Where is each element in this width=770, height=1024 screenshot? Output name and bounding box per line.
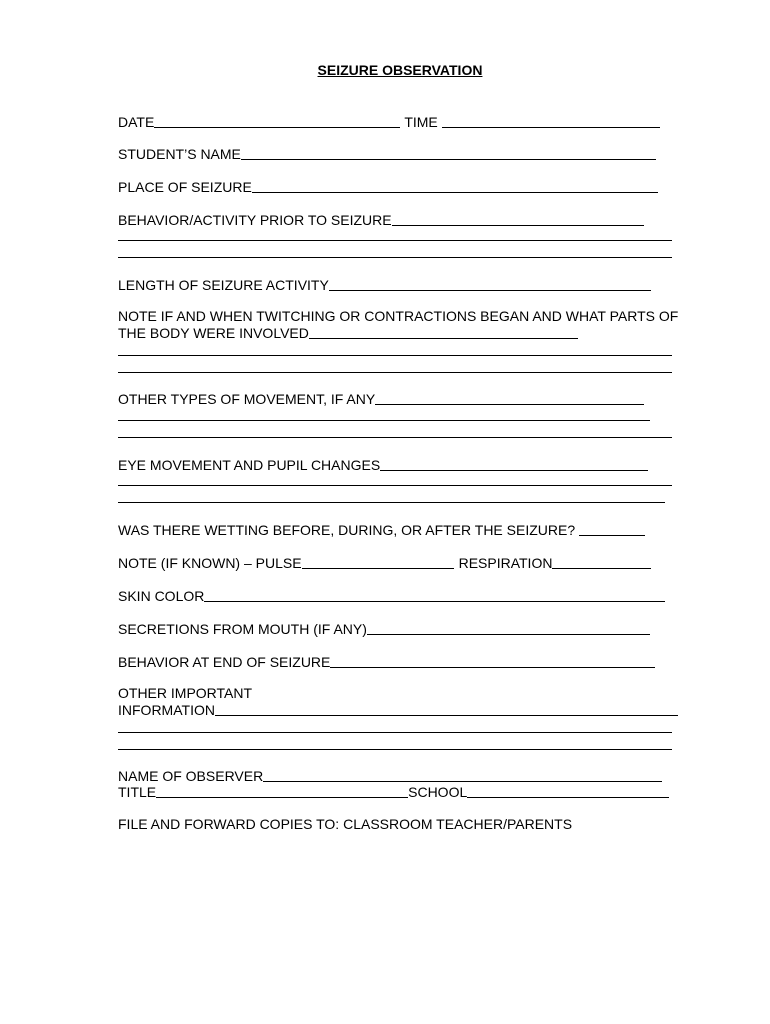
behavior-end-field[interactable] (330, 667, 655, 668)
place-row (118, 177, 658, 195)
observer-label: NAME OF OBSERVER (118, 768, 264, 784)
behavior-end-label: BEHAVIOR AT END OF SEIZURE (118, 654, 331, 670)
other-movement-label: OTHER TYPES OF MOVEMENT, IF ANY (118, 391, 376, 407)
title-school-row (118, 782, 669, 800)
form-title: SEIZURE OBSERVATION (317, 62, 483, 78)
date-time-row (118, 112, 660, 130)
secretions-label: SECRETIONS FROM MOUTH (IF ANY) (118, 621, 367, 637)
length-label: LENGTH OF SEIZURE ACTIVITY (118, 277, 329, 293)
behavior-prior-line-2[interactable] (118, 240, 672, 241)
skin-color-row (118, 586, 665, 604)
date-field[interactable] (154, 127, 400, 128)
behavior-end-row (118, 652, 655, 670)
other-info-line-2[interactable] (118, 732, 672, 733)
pulse-respiration-row (118, 553, 651, 571)
secretions-field[interactable] (367, 634, 650, 635)
other-movement-field[interactable] (375, 404, 644, 405)
student-name-field[interactable] (241, 159, 656, 160)
forwarding-instructions: FILE AND FORWARD COPIES TO: CLASSROOM TEACHER/PARENTS (118, 816, 573, 832)
length-row (118, 275, 651, 293)
eye-movement-row (118, 455, 648, 473)
student-name-row (118, 144, 656, 162)
wetting-label: WAS THERE WETTING BEFORE, DURING, OR AFTER THE SEIZURE? (118, 522, 576, 538)
eye-movement-field[interactable] (380, 470, 648, 471)
student-name-label: STUDENT’S NAME (118, 146, 241, 162)
other-movement-line-3[interactable] (118, 437, 672, 438)
eye-movement-label: EYE MOVEMENT AND PUPIL CHANGES (118, 457, 381, 473)
twitching-line-3[interactable] (118, 372, 672, 373)
secretions-row (118, 619, 650, 637)
place-label: PLACE OF SEIZURE (118, 179, 252, 195)
pulse-label: NOTE (IF KNOWN) – PULSE (118, 555, 302, 571)
twitching-field[interactable] (309, 338, 578, 339)
length-field[interactable] (329, 290, 651, 291)
pulse-field[interactable] (302, 568, 454, 569)
twitching-row (118, 323, 578, 341)
other-movement-line-2[interactable] (118, 420, 650, 421)
behavior-prior-label: BEHAVIOR/ACTIVITY PRIOR TO SEIZURE (118, 212, 392, 228)
skin-color-label: SKIN COLOR (118, 588, 205, 604)
time-field[interactable] (442, 127, 660, 128)
respiration-field[interactable] (552, 568, 651, 569)
twitching-line-2[interactable] (118, 355, 672, 356)
behavior-prior-field[interactable] (392, 225, 644, 226)
date-label: DATE (118, 114, 155, 130)
respiration-label: RESPIRATION (458, 555, 553, 571)
wetting-field[interactable] (579, 535, 645, 536)
behavior-prior-line-3[interactable] (118, 257, 672, 258)
other-info-field[interactable] (215, 715, 678, 716)
twitching-label-line-2: THE BODY WERE INVOLVED (118, 325, 309, 341)
other-info-line-3[interactable] (118, 749, 672, 750)
wetting-row (118, 520, 645, 538)
other-movement-row (118, 389, 644, 407)
other-info-label-line-1: OTHER IMPORTANT (118, 685, 253, 701)
eye-movement-line-2[interactable] (118, 485, 672, 486)
other-info-label-line-2: INFORMATION (118, 702, 215, 718)
school-field[interactable] (467, 797, 669, 798)
twitching-label-line-1: NOTE IF AND WHEN TWITCHING OR CONTRACTIONS BEGAN AND WHAT PARTS OF (118, 308, 679, 324)
title-label: TITLE (118, 784, 157, 800)
school-label: SCHOOL (408, 784, 468, 800)
eye-movement-line-3[interactable] (118, 502, 665, 503)
title-field[interactable] (156, 797, 408, 798)
skin-color-field[interactable] (204, 601, 665, 602)
time-label: TIME (404, 114, 438, 130)
other-info-row (118, 700, 678, 718)
behavior-prior-row (118, 210, 644, 228)
place-field[interactable] (252, 192, 658, 193)
